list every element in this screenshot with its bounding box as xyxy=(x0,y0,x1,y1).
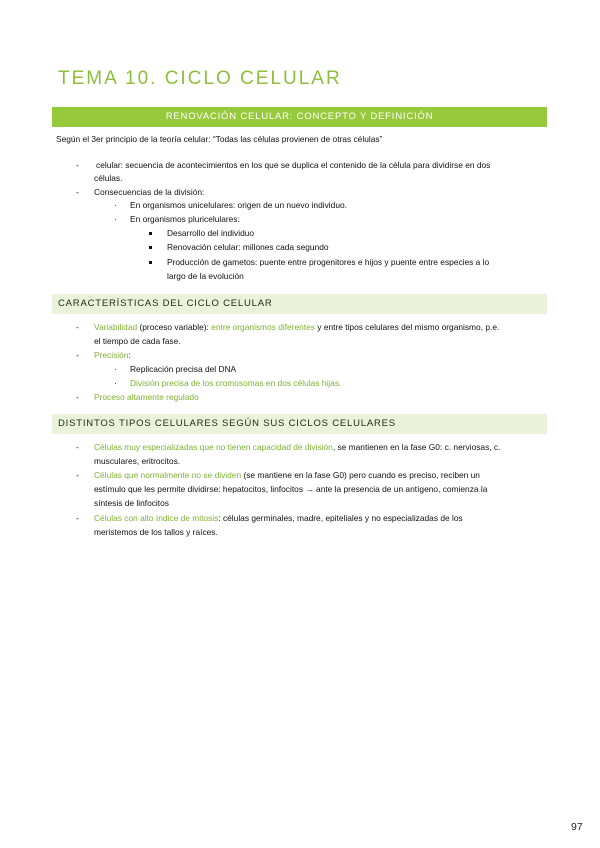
variabilidad-label: Variabilidad xyxy=(94,322,138,332)
item-gametos-line1: Producción de gametos: puente entre progenitores e hijos y puente entre especies a lo xyxy=(167,257,490,267)
bullet-mitosis xyxy=(94,513,463,524)
variabilidad-rest: y entre tipos celulares del mismo organismo, p.e. xyxy=(314,322,500,332)
bullet-regulado: Proceso altamente regulado xyxy=(94,392,199,402)
no-se-dividen-line3: síntesis de linfocitos xyxy=(94,498,169,508)
item-renovacion: Renovación celular: millones cada segundo xyxy=(167,242,329,252)
sub-pluricelulares: En organismos pluricelulares: xyxy=(130,214,240,224)
bullet-no-se-dividen xyxy=(94,470,480,481)
page-number: 97 xyxy=(571,821,583,833)
square-bullet xyxy=(149,246,152,249)
dot-bullet: · xyxy=(114,214,117,224)
precision-label: Precisión xyxy=(94,350,129,360)
dash-bullet: - xyxy=(76,322,79,332)
dash-bullet: - xyxy=(76,160,79,170)
variabilidad-green: entre organismos diferentes xyxy=(211,322,315,332)
mitosis-line2: meristemos de los tallos y raíces. xyxy=(94,527,218,537)
item-gametos-line2: largo de la evolución xyxy=(167,271,244,281)
especializadas-rest: , se mantienen en la fase G0: c. nerviosas, c. xyxy=(332,442,501,452)
bullet-renovacion-line2: células. xyxy=(94,173,123,183)
dash-bullet: - xyxy=(76,392,79,402)
intro-text: Según el 3er principio de la teoría celular: “Todas las células provienen de otras células” xyxy=(56,134,383,144)
sub-replicacion: Replicación precisa del DNA xyxy=(130,364,237,374)
precision-colon: : xyxy=(128,350,131,360)
bullet-precision xyxy=(94,350,131,361)
no-se-dividen-line2: estímulo que les permite dividirse: hepatocitos, linfocitos → ante la presencia de un antígeno, comienza la xyxy=(94,484,488,494)
bullet-renovacion-line1: celular: secuencia de acontecimientos en los que se duplica el contenido de la célula para dividirse en dos xyxy=(96,160,491,170)
bullet-consecuencias: Consecuencias de la división: xyxy=(94,187,205,197)
variabilidad-mid: (proceso variable): xyxy=(137,322,212,332)
section-heading-renovacion: RENOVACIÓN CELULAR: CONCEPTO Y DEFINICIÓN xyxy=(52,107,547,127)
section-heading-caracteristicas: CARACTERÍSTICAS DEL CICLO CELULAR xyxy=(52,294,547,314)
dot-bullet: · xyxy=(114,200,117,210)
dash-bullet: - xyxy=(76,350,79,360)
bullet-variabilidad xyxy=(94,322,499,333)
variabilidad-line2: el tiempo de cada fase. xyxy=(94,336,181,346)
dash-bullet: - xyxy=(76,442,79,452)
section-heading-tipos: DISTINTOS TIPOS CELULARES SEGÚN SUS CICLOS CELULARES xyxy=(52,414,547,434)
mitosis-rest: : células germinales, madre, epiteliales y no especializadas de los xyxy=(218,513,463,523)
dot-bullet: · xyxy=(114,378,117,388)
especializadas-line2: musculares, eritrocitos. xyxy=(94,456,181,466)
no-se-dividen-rest: (se mantiene en la fase G0) pero cuando es preciso, reciben un xyxy=(241,470,480,480)
dash-bullet: - xyxy=(76,470,79,480)
dot-bullet: · xyxy=(114,364,117,374)
especializadas-green: Células muy especializadas que no tienen capacidad de división xyxy=(94,442,333,452)
square-bullet xyxy=(149,232,152,235)
page-title: TEMA 10. CICLO CELULAR xyxy=(58,68,342,89)
dash-bullet: - xyxy=(76,187,79,197)
square-bullet xyxy=(149,261,152,264)
bullet-especializadas xyxy=(94,442,500,453)
sub-unicelulares: En organismos unicelulares: origen de un nuevo individuo. xyxy=(130,200,347,210)
dash-bullet: - xyxy=(76,513,79,523)
no-se-dividen-green: Células que normalmente no se dividen xyxy=(94,470,242,480)
sub-division: División precisa de los cromosomas en dos células hijas. xyxy=(130,378,342,388)
item-desarrollo: Desarrollo del individuo xyxy=(167,228,255,238)
mitosis-green: Células con alto índice de mitosis xyxy=(94,513,219,523)
